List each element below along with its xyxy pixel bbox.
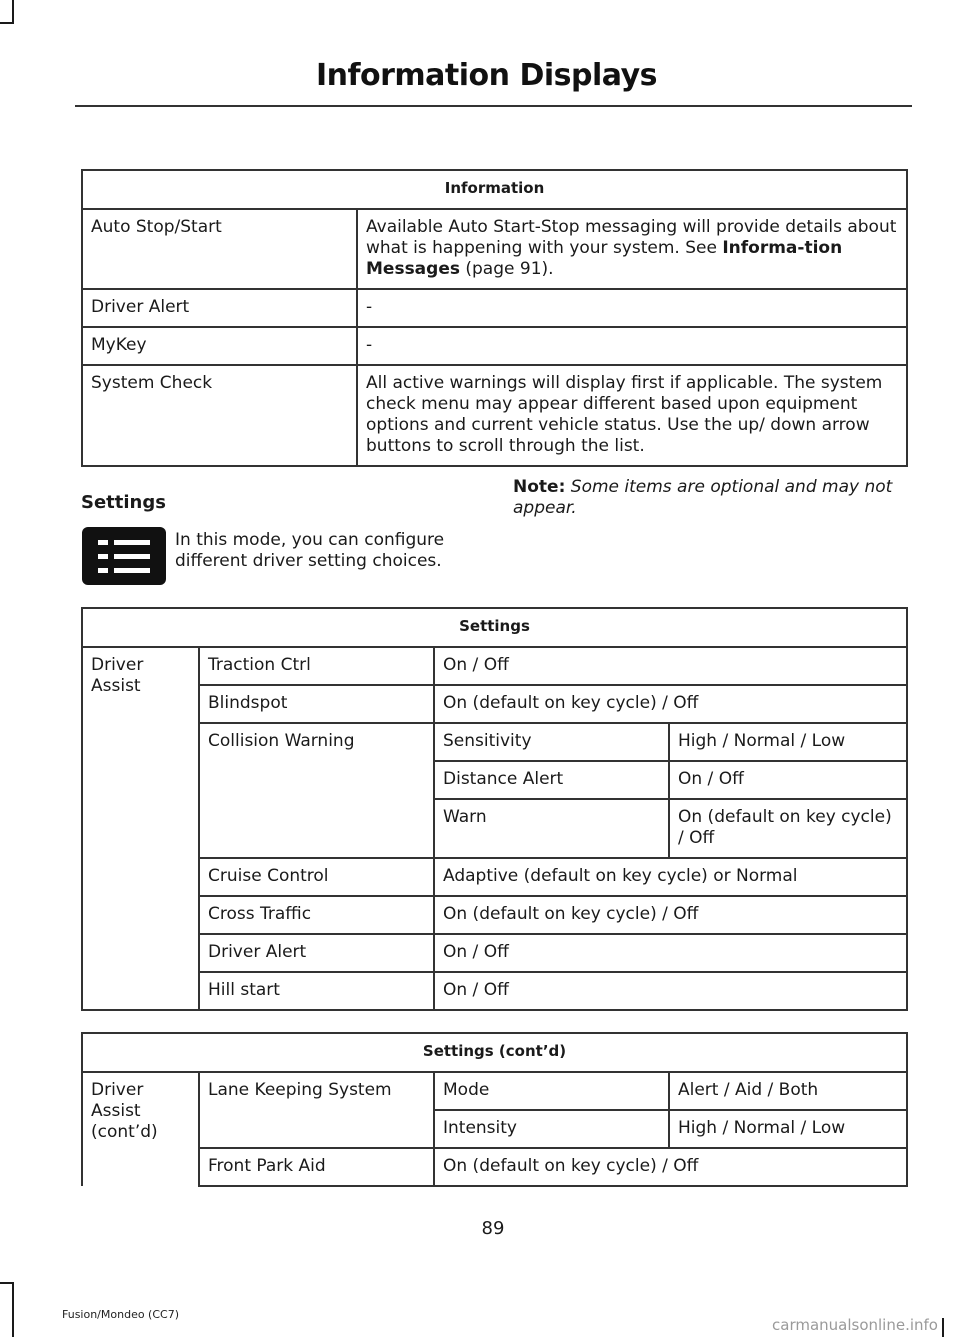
setting-value: On (default on key cycle) / Off <box>434 896 907 934</box>
note-label: Note: <box>513 477 566 497</box>
watermark: carmanualsonline.info <box>772 1316 938 1334</box>
table-title: Settings (cont’d) <box>82 1033 907 1072</box>
setting-value: On (default on key cycle) / Off <box>434 685 907 723</box>
sub-setting-name: Mode <box>434 1072 669 1110</box>
crop-mark <box>0 22 14 24</box>
setting-name: Cruise Control <box>199 858 434 896</box>
crop-mark <box>12 0 14 22</box>
setting-name: Collision Warning <box>199 723 434 858</box>
note-text: Some items are optional and may not appear. <box>513 477 893 518</box>
table-title: Settings <box>82 608 907 647</box>
setting-name: Lane Keeping System <box>199 1072 434 1148</box>
sub-setting-name: Sensitivity <box>434 723 669 761</box>
table-row <box>82 934 907 972</box>
sub-setting-name: Distance Alert <box>434 761 669 799</box>
settings-table <box>81 607 908 1011</box>
note <box>513 477 905 519</box>
table-row <box>82 896 907 934</box>
setting-name: Front Park Aid <box>199 1148 434 1186</box>
setting-name: Traction Ctrl <box>199 647 434 685</box>
crop-mark <box>0 1282 14 1284</box>
item-description: - <box>357 289 907 327</box>
settings-heading: Settings <box>81 492 166 513</box>
menu-list-icon <box>82 527 166 585</box>
item-name: Driver Alert <box>82 289 357 327</box>
information-table <box>81 169 908 467</box>
table-row <box>82 858 907 896</box>
category-cell: Driver Assist (cont’d) <box>82 1072 199 1186</box>
category-cell: Driver Assist <box>82 647 199 1010</box>
item-description: Available Auto Start-Stop messaging will provide details about what is happening with your system. See Informa-tion Messages (page 91). <box>357 209 907 289</box>
item-name: MyKey <box>82 327 357 365</box>
item-name: System Check <box>82 365 357 466</box>
setting-value: On (default on key cycle) / Off <box>669 799 907 858</box>
setting-value: Adaptive (default on key cycle) or Normal <box>434 858 907 896</box>
crop-mark <box>12 1282 14 1337</box>
setting-value: On / Off <box>434 972 907 1010</box>
table-row <box>82 1148 907 1186</box>
table-row <box>82 327 907 365</box>
settings-description: In this mode, you can configure different driver setting choices. <box>175 530 445 571</box>
page-title: Information Displays <box>315 58 657 93</box>
setting-value: On (default on key cycle) / Off <box>434 1148 907 1186</box>
item-description: - <box>357 327 907 365</box>
setting-value: On / Off <box>434 934 907 972</box>
table-row <box>82 1072 907 1110</box>
setting-name: Hill start <box>199 972 434 1010</box>
page-number: 89 <box>481 1218 505 1239</box>
sub-setting-name: Warn <box>434 799 669 858</box>
item-description: All active warnings will display first if applicable. The system check menu may appear different based upon equipment options and current vehicle status. Use the up/ down arrow buttons to scroll through the list. <box>357 365 907 466</box>
table-row <box>82 685 907 723</box>
setting-value: On / Off <box>669 761 907 799</box>
setting-name: Cross Traffic <box>199 896 434 934</box>
cross-reference-link[interactable]: Informa-tion Messages <box>366 238 843 279</box>
setting-value: High / Normal / Low <box>669 723 907 761</box>
table-row <box>82 289 907 327</box>
crop-mark <box>942 1318 944 1337</box>
table-row <box>82 972 907 1010</box>
table-row <box>82 365 907 466</box>
setting-value: On / Off <box>434 647 907 685</box>
table-row <box>82 723 907 761</box>
setting-name: Blindspot <box>199 685 434 723</box>
setting-value: Alert / Aid / Both <box>669 1072 907 1110</box>
settings-continued-table <box>81 1032 908 1187</box>
item-name: Auto Stop/Start <box>82 209 357 289</box>
sub-setting-name: Intensity <box>434 1110 669 1148</box>
setting-value: High / Normal / Low <box>669 1110 907 1148</box>
table-title: Information <box>82 170 907 209</box>
footer-model: Fusion/Mondeo (CC7) <box>62 1308 180 1321</box>
table-row <box>82 647 907 685</box>
header-divider <box>75 105 912 107</box>
setting-name: Driver Alert <box>199 934 434 972</box>
table-row <box>82 209 907 289</box>
